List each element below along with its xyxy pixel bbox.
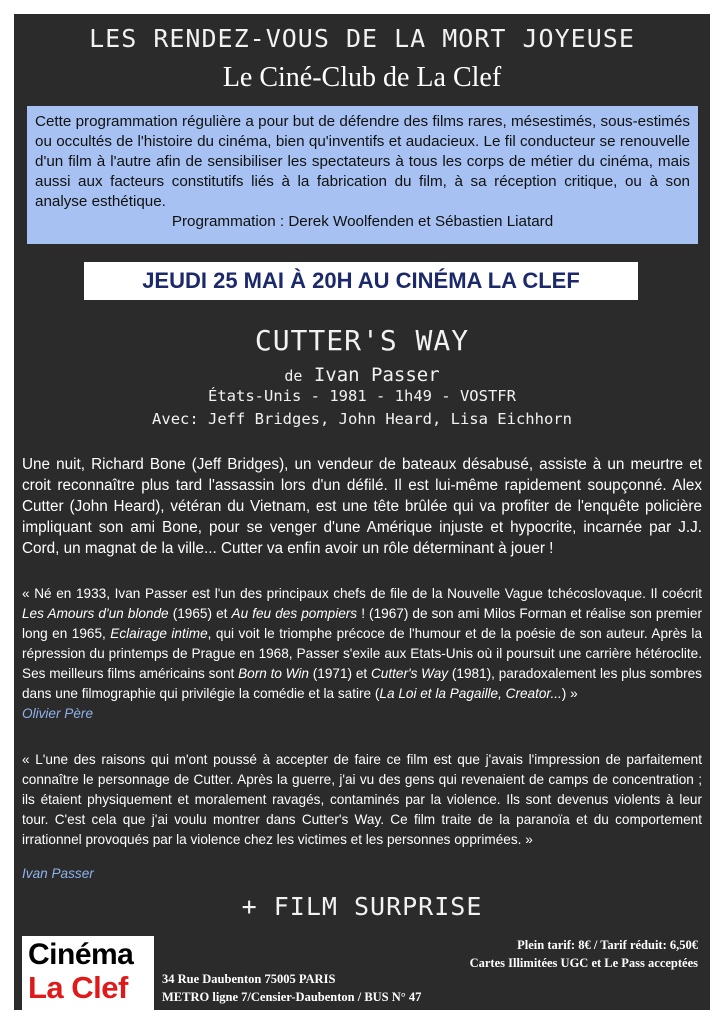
quote1-part5: (1971) et xyxy=(308,666,371,681)
quote1-film-title: Au feu des pompiers xyxy=(231,606,358,621)
film-director-line xyxy=(14,364,710,386)
quote1-film-title: Cutter's Way xyxy=(370,666,449,681)
quote1-film-title: La Loi et la Pagaille, Creator... xyxy=(379,686,562,701)
quote2-author: Ivan Passer xyxy=(22,866,94,881)
intro-text: Cette programmation régulière a pour but de défendre des films rares, mésestimés, sous-estimés ou occultés de l'histoire du cinéma, bien qu'inventifs et audacieux. Le fil conducteur se renouvelle d'un film à l'autre afin de sensibiliser les spectateurs à tous les corps de métier du cinéma, mais aussi aux facteurs constitutifs liés à la fabrication du film, à sa réception critique, ou à son analyse esthétique. xyxy=(35,113,690,210)
intro-box xyxy=(27,106,698,244)
cinema-address: 34 Rue Daubenton 75005 PARIS xyxy=(162,972,336,986)
quote1-film-title: Les Amours d'un blonde xyxy=(22,606,169,621)
quote1-part7: ) » xyxy=(561,686,578,701)
price-info: Plein tarif: 8€ / Tarif réduit: 6,50€ xyxy=(517,938,698,952)
quote1-film-title: Eclairage intime xyxy=(110,626,208,641)
film-cast: Avec: Jeff Bridges, John Heard, Lisa Eichhorn xyxy=(152,410,572,428)
synopsis: Une nuit, Richard Bone (Jeff Bridges), un vendeur de bateaux désabusé, assiste à un meurtre et croit reconnaître plus tard l'assassin lors d'un défilé. Il est lui-même rapidement soupçonné. Alex Cutter (John Heard), vétéran du Vietnam, est une tête brûlée qui va profiter de l'enquête policière impliquant son ami Bone, pour se venger d'une Amérique injuste et hypocrite, incarnée par J.J. Cord, un magnat de la ville... Cutter va enfin avoir un rôle déterminant à jouer ! xyxy=(22,456,702,557)
quote1-author: Olivier Père xyxy=(22,706,94,721)
film-surprise: + FILM SURPRISE xyxy=(241,892,483,921)
director-name: Ivan Passer xyxy=(313,364,440,386)
transport-info: METRO ligne 7/Censier-Daubenton / BUS N° 47 xyxy=(162,990,422,1004)
film-meta: États-Unis - 1981 - 1h49 - VOSTFR xyxy=(208,387,516,405)
quote1-film-title: Born to Win xyxy=(238,666,309,681)
cine-club-subtitle: Le Ciné-Club de La Clef xyxy=(222,62,502,93)
quote1-part3: ! (1967) de son ami Milos Forman et réalise son premier long en 1965, xyxy=(22,606,702,641)
quote-olivier-pere xyxy=(22,584,702,724)
film-title: CUTTER'S WAY xyxy=(254,324,470,357)
logo-line-la-clef: La Clef xyxy=(28,970,128,1005)
director-prefix: de xyxy=(284,367,303,385)
quote1-part6: (1981), paradoxalement les plus sombres dans une filmographie qui privilégie la comédie et la satire ( xyxy=(22,666,702,701)
cinema-logo xyxy=(22,936,154,1010)
logo-line-cinema: Cinéma xyxy=(28,938,134,971)
quote-ivan-passer: « L'une des raisons qui m'ont poussé à accepter de faire ce film est que j'avais l'impression de parfaitement connaître le personnage de Cutter. Après la guerre, j'ai vu des gens qui revenaient de camps de concentration ; ils étaient physiquement et moralement ravagés, contaminés par la violence. Ils sont devenus violents à leur tour. C'est cela que j'ai voulu montrer dans Cutter's Way. Ce film traite de la paranoïa et du comportement irrationnel provoqués par la violence chez les victimes et les personnes opprimées. » xyxy=(22,752,702,847)
quote1-part4: , qui voit le triomphe précoce de l'humour et de la poésie de son auteur. Après la répression du printemps de Prague en 1968, Passer s'exile aux Etats-Unis où il poursuit une carrière hétéroclite. Ses meilleurs films américains sont xyxy=(22,626,702,681)
programming-credit: Programmation : Derek Woolfenden et Sébastien Liatard xyxy=(171,213,554,230)
poster-title: LES RENDEZ-VOUS DE LA MORT JOYEUSE xyxy=(89,24,635,53)
accepted-cards: Cartes Illimitées UGC et Le Pass acceptées xyxy=(469,956,698,970)
quote1-part1: « Né en 1933, Ivan Passer est l'un des principaux chefs de file de la Nouvelle Vague tchécoslovaque. Il coécrit xyxy=(22,586,702,601)
date-banner: JEUDI 25 MAI À 20H AU CINÉMA LA CLEF xyxy=(84,262,638,300)
quote1-part2: (1965) et xyxy=(168,606,232,621)
poster xyxy=(14,14,710,1010)
